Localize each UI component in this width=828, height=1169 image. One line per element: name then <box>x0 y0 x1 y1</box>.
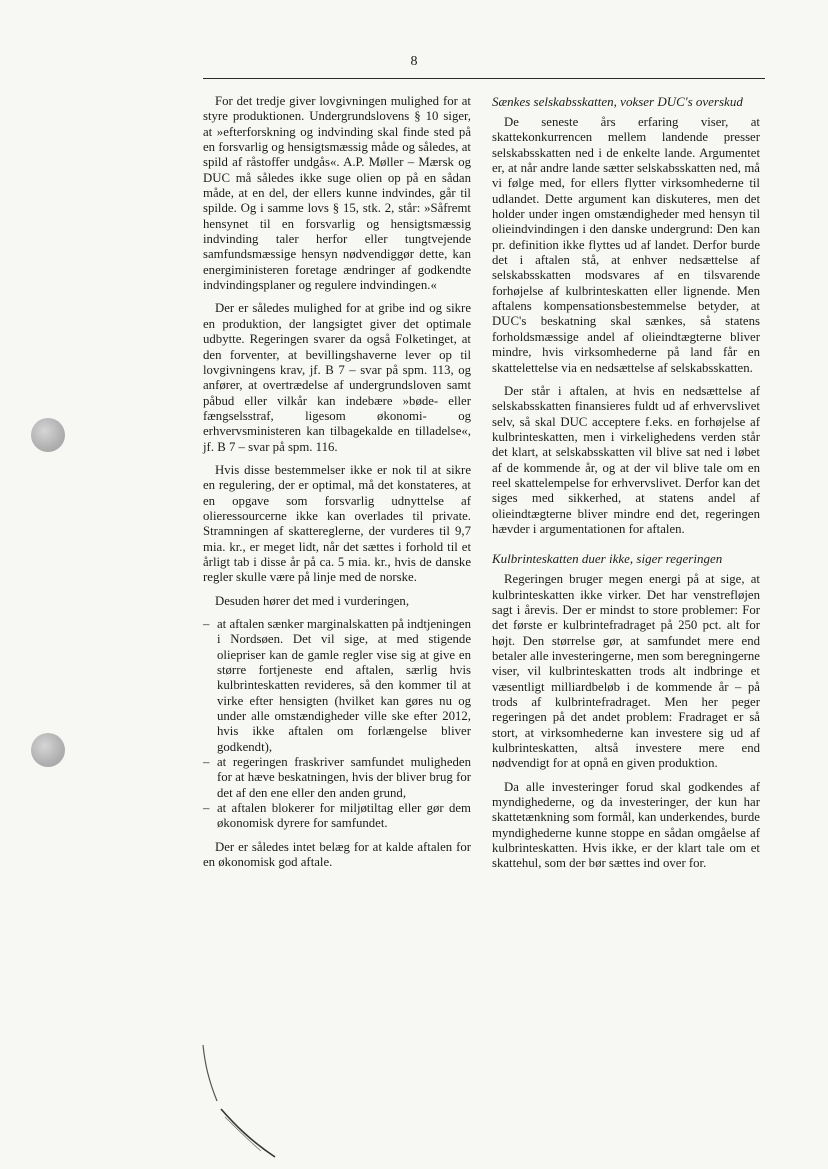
paragraph: De seneste års erfaring viser, at skattekonkurrencen mellem landende presser selskabsskatten ned i de enkelte lande. Argumentet er, at når andre lande sætter selskabsskatten ned, må vi følge med, for ellers flytter virksomhederne til udlandet. Dette argument kan diskuteres, men det holder under ingen omstændigheder med hensyn til olieindvindingen i den danske undergrund: Den kan pr. definition ikke flyttes ud af landet. Derfor burde det i aftalen stå, at enhver nedsættelse af selskabsskatten modsvares af en tilsvarende forhøjelse af kulbrinteskatten eller lignende. Men aftalens kompensationsbestemmelse betyder, at DUC's beskatning skal sænkes, så statens forholdsmæssige andel af olieindtægterne bliver mindre, hvis virksomhederne på land får en skattelettelse via en nedsættelse af selskabsskatten. <box>492 115 760 375</box>
bullet-list <box>203 617 471 832</box>
section-heading: Sænkes selskabsskatten, vokser DUC's overskud <box>492 94 743 109</box>
header-rule <box>203 78 765 79</box>
paragraph: Desuden hører det med i vurderingen, <box>215 593 410 608</box>
paragraph: Der står i aftalen, at hvis en nedsættelse af selskabsskatten finansieres fuldt ud af erhvervslivet selv, så skal DUC acceptere f.eks. en forhøjelse af kulbrinteskatten, men i virkelighedens verden står det klart, at selskabsskatten vil blive sat ned i løbet af de kommende år, og at der vil blive tale om en reel skattelempelse for erhvervslivet. Derfor kan det siges med sikkerhed, at statens andel af olieindtægterne bliver mindre end det, regeringen hævder i argumentationen for aftalen. <box>492 383 760 536</box>
list-item: – at aftalen sænker marginalskatten på indtjeningen i Nordsøen. Det vil sige, at med stigende oliepriser kan de gamle regler vise sig at give en større fortjeneste end aftalen, særlig hvis kulbrinteskatten revideres, så den kommer til at virke efter hensigten (hvilket kan gøres nu og under alle omstændigheder ville ske efter 2012, hvis ikke aftalen om forlængelse bliver godkendt), <box>203 617 471 755</box>
list-item: – at aftalen blokerer for miljøtiltag eller gør dem økonomisk dyrere for samfundet. <box>203 801 471 832</box>
list-item: – at regeringen fraskriver samfundet muligheden for at hæve beskatningen, hvis der bliver brug for det af den ene eller den anden grund, <box>203 755 471 801</box>
page-number: 8 <box>410 54 418 69</box>
paragraph: Regeringen bruger megen energi på at sige, at kulbrinteskatten ikke virker. Det har venstrefløjen sagt i årevis. Der er mindst to store problemer: For det første er kulbrintefradraget på 250 pct. alt for højt. Den størrelse gør, at samfundet mere end betaler alle investeringerne, men som beregningerne viser, vil kulbrinteskatten trods alt indbringe et væsentligt milliardbeløb i de kommende år – på trods af kulbrintefradraget. Men her peger regeringen på det andet problem: Fradraget er så stort, at virksomhederne kan investere sig ud af kulbrinteskatten, altså investere mere end nødvendigt for at opnå en given produktion. <box>492 572 760 771</box>
right-column <box>492 94 760 880</box>
punch-hole <box>31 418 65 452</box>
section-heading: Kulbrinteskatten duer ikke, siger regeringen <box>492 551 723 567</box>
paragraph: For det tredje giver lovgivningen mulighed for at styre produktionen. Undergrundslovens § 10 siger, at »efterforskning og indvinding skal finde sted på en forsvarlig og hensigtsmæssig måde og således, at spild af råstoffer undgås«. A.P. Møller – Mærsk og DUC må således ikke suge olien op på en sådan måde, at en del, der ellers kunne indvindes, går til spilde. Og i samme lovs § 15, stk. 2, står: »Såfremt hensynet til en forsvarlig og hensigtsmæssig indvinding taler herfor eller tungtvejende samfundsmæssige hensyn nødvendiggør dette, kan energiministeren foretage ændringer af godkendte indvindingsplaner og regulere indvindingen.« <box>203 94 471 293</box>
scan-mark <box>195 1045 285 1160</box>
punch-hole <box>31 733 65 767</box>
left-column <box>203 94 471 879</box>
paragraph: Der er således intet belæg for at kalde aftalen for en økonomisk god aftale. <box>203 839 471 870</box>
paragraph: Hvis disse bestemmelser ikke er nok til at sikre en regulering, der er optimal, må det konstateres, at en opgave som forsvarlig udnyttelse af olieressourcerne ikke kan overlades til private. Stramningen af skattereglerne, der vurderes til 9,7 mia. kr., er meget lidt, når det sættes i forhold til et årligt tab i disse år på ca. 5 mia. kr., hvis de danske regler skulle være på linje med de norske. <box>203 462 471 585</box>
paragraph: Da alle investeringer forud skal godkendes af myndighederne, og da investeringer, der kun har skattetænkning som formål, kan underkendes, burde myndighederne kunne stoppe en sådan omgåelse af kulbrinteskatten. Hvis ikke, er der klart tale om et skattehul, som der bør sættes ind over for. <box>492 779 760 871</box>
paragraph: Der er således mulighed for at gribe ind og sikre en produktion, der langsigtet giver det optimale udbytte. Regeringen svarer da også Folketinget, at den forventer, at bevillingshaverne lever op til lovgivningens krav, jf. B 7 – svar på spm. 113, og anfører, at overtrædelse af undergrundsloven samt påbud eller vilkår kan indebære »bøde- eller fængselsstraf, ligesom økonomi- og erhvervsministeren kan tilbagekalde en tilladelse«, jf. B 7 – svar på spm. 116. <box>203 301 471 454</box>
